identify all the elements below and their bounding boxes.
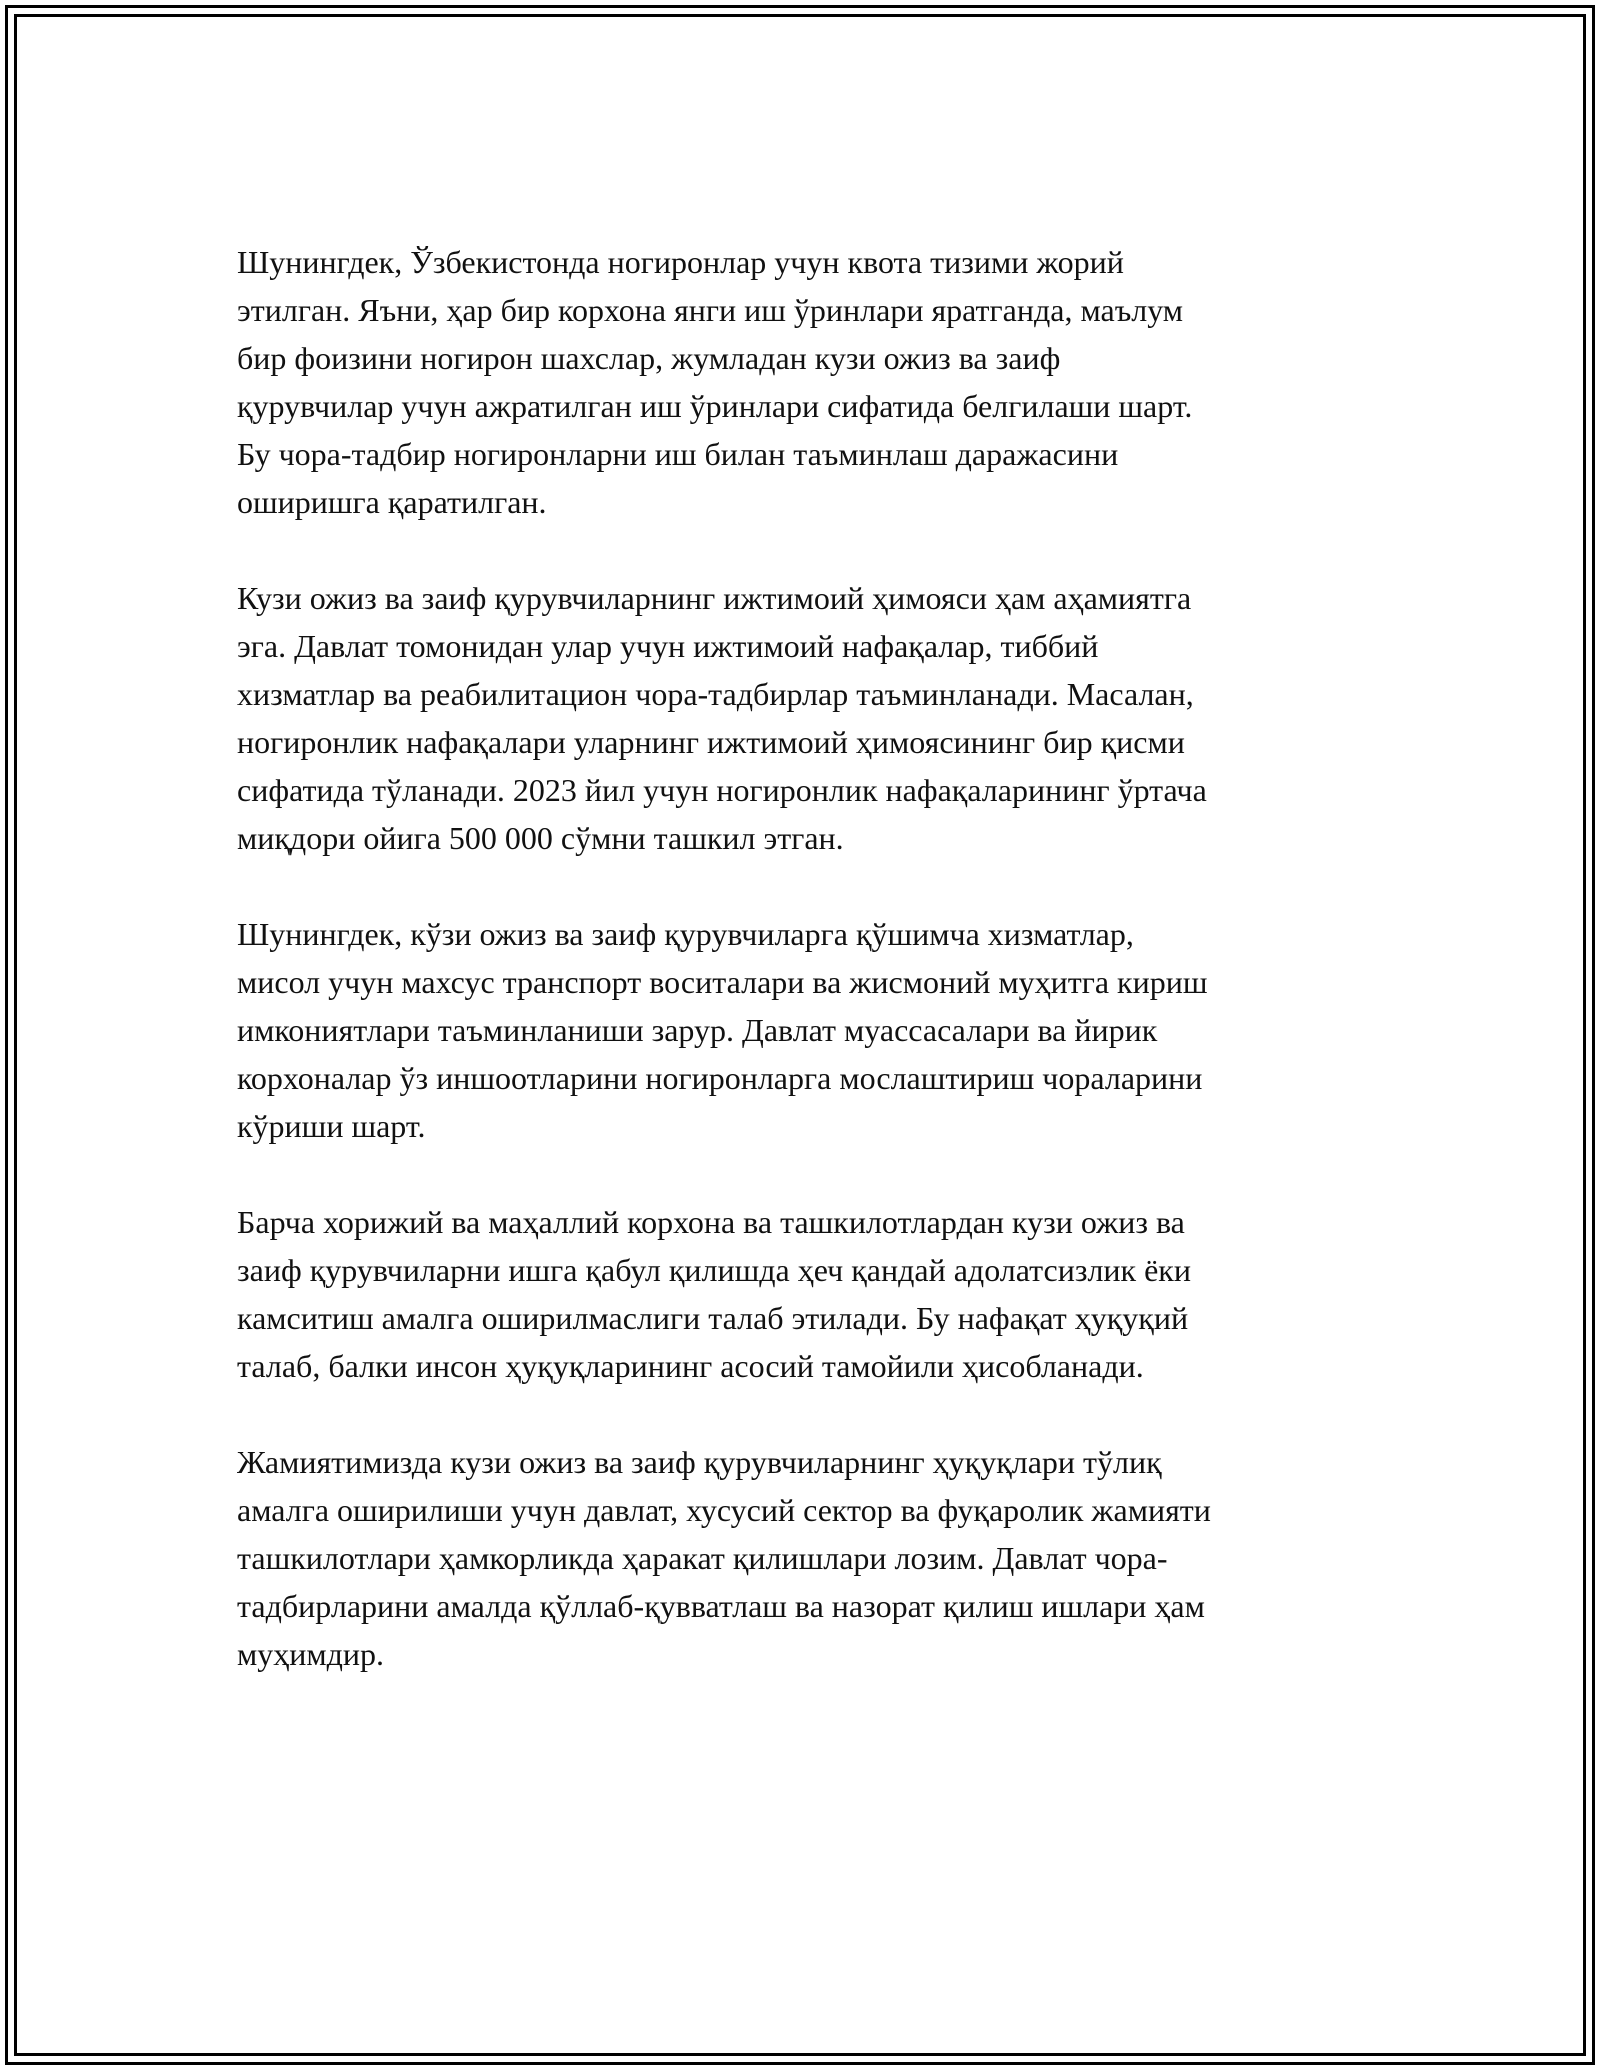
text-line: Бу чора-тадбир ногиронларни иш билан таъминлаш даражасини [237, 436, 1119, 472]
text-line: корхоналар ўз иншоотларини ногиронларга мослаштириш чораларини [237, 1060, 1203, 1096]
text-line: этилган. Яъни, ҳар бир корхона янги иш ўринлари яратганда, маълум [237, 292, 1184, 328]
text-line: хизматлар ва реабилитацион чора-тадбирлар таъминланади. Масалан, [237, 676, 1194, 712]
paragraph-1 [237, 238, 1367, 526]
text-line: мисол учун махсус транспорт воситалари ва жисмоний муҳитга кириш [237, 964, 1208, 1000]
text-line: камситиш амалга оширилмаслиги талаб этилади. Бу нафақат ҳуқуқий [237, 1300, 1189, 1336]
text-line: оширишга қаратилган. [237, 484, 547, 520]
text-line: бир фоизини ногирон шахслар, жумладан кузи ожиз ва заиф [237, 340, 1061, 376]
text-line: тадбирларини амалда қўллаб-қувватлаш ва назорат қилиш ишлари ҳам [237, 1588, 1205, 1624]
text-line: Жамиятимизда кузи ожиз ва заиф қурувчиларнинг ҳуқуқлари тўлиқ [237, 1444, 1162, 1480]
text-line: Шунингдек, кўзи ожиз ва заиф қурувчиларга қўшимча хизматлар, [237, 916, 1134, 952]
text-line: кўриши шарт. [237, 1108, 426, 1144]
text-line: талаб, балки инсон ҳуқуқларининг асосий тамойили ҳисобланади. [237, 1348, 1144, 1384]
document-body [237, 238, 1367, 1726]
text-line: ташкилотлари ҳамкорликда ҳаракат қилишлари лозим. Давлат чора- [237, 1540, 1168, 1576]
text-line: Барча хорижий ва маҳаллий корхона ва ташкилотлардан кузи ожиз ва [237, 1204, 1185, 1240]
text-line: Кузи ожиз ва заиф қурувчиларнинг ижтимоий ҳимояси ҳам аҳамиятга [237, 580, 1192, 616]
text-line: эга. Давлат томонидан улар учун ижтимоий нафақалар, тиббий [237, 628, 1099, 664]
text-line: сифатида тўланади. 2023 йил учун ногиронлик нафақаларининг ўртача [237, 772, 1207, 808]
text-line: Шунингдек, Ўзбекистонда ногиронлар учун квота тизими жорий [237, 244, 1124, 280]
text-line: муҳимдир. [237, 1636, 385, 1672]
paragraph-5 [237, 1438, 1367, 1678]
paragraph-3 [237, 910, 1367, 1150]
text-line: амалга оширилиши учун давлат, хусусий сектор ва фуқаролик жамияти [237, 1492, 1211, 1528]
text-line: миқдори ойига 500 000 сўмни ташкил этган. [237, 820, 844, 856]
paragraph-2 [237, 574, 1367, 862]
paragraph-4 [237, 1198, 1367, 1390]
text-line: қурувчилар учун ажратилган иш ўринлари сифатида белгилаши шарт. [237, 388, 1193, 424]
text-line: имкониятлари таъминланиши зарур. Давлат муассасалари ва йирик [237, 1012, 1158, 1048]
text-line: ногиронлик нафақалари уларнинг ижтимоий ҳимоясининг бир қисми [237, 724, 1185, 760]
text-line: заиф қурувчиларни ишга қабул қилишда ҳеч қандай адолатсизлик ёки [237, 1252, 1191, 1288]
